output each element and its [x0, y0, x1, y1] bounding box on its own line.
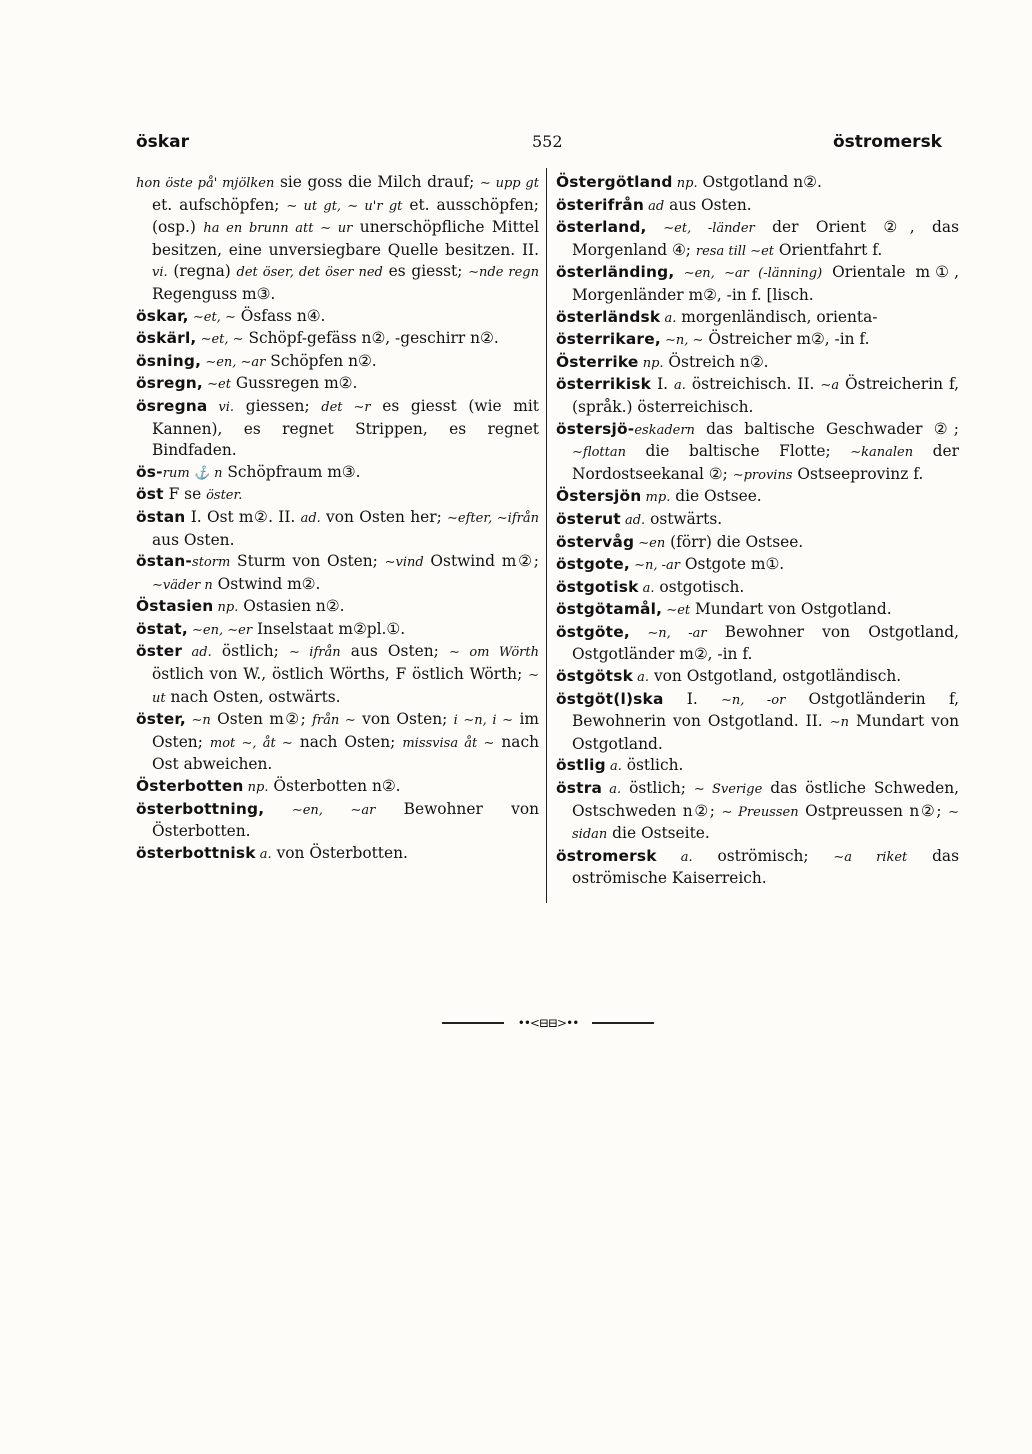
entry-text: Östreicher m②, -in f. [703, 330, 870, 349]
entry-grammar: ad [644, 198, 665, 214]
entry-text: aus Osten. [152, 530, 235, 549]
ornament-center: ••<⊟⊟>•• [517, 1016, 579, 1030]
entry-headword: östervåg [556, 532, 635, 551]
entry-headword: ösregna [136, 396, 208, 415]
entry-text: I. Ost m②. II. [185, 507, 301, 526]
entry-grammar: ∼et, -länder [646, 221, 755, 237]
entry-text: Osten m②; [210, 710, 313, 729]
entry-grammar: ∼n [185, 713, 211, 729]
entry-text: Ösfass n④. [235, 306, 326, 325]
running-head-right: östromersk [832, 132, 942, 152]
entry-text: unerschöpfliche Mittel besitzen, eine unversiegbare Quelle besitzen. II. [152, 218, 539, 259]
entry-headword: österbottning, [136, 799, 265, 818]
entry-text: nach Ost abweichen. [152, 732, 540, 774]
entry-text: die Ostsee. [670, 487, 762, 506]
entry-text: Ostgotländerin f, Bewohnerin von Ostgotland. II. [572, 689, 959, 731]
dictionary-entry [556, 329, 959, 352]
entry-text: im Osten; [152, 710, 539, 751]
entry-grammar: i ∼n, i ∼ [453, 713, 514, 729]
entry-text: Ostgotland n②. [697, 173, 822, 191]
entry-text: I. [663, 689, 722, 708]
entry-grammar: ∼ ut gt, ∼ u'r gt [286, 198, 403, 214]
entry-headword: österländing, [556, 263, 675, 282]
entry-text: Ostwind m②. [212, 574, 321, 593]
entry-grammar: ad. [300, 510, 321, 526]
entry-text: Schöpfraum m③. [222, 462, 361, 481]
dictionary-entry [136, 351, 539, 374]
right-column [556, 172, 959, 890]
entry-grammar: ∼en [634, 535, 666, 551]
entry-grammar: ha en brunn att ∼ ur [203, 221, 353, 237]
entry-grammar: ∼ ut [152, 668, 539, 706]
entry-text: giessen; [234, 396, 322, 415]
entry-headword: ösregn, [136, 374, 203, 393]
entry-grammar: ∼et [662, 603, 691, 619]
dictionary-entry [136, 462, 539, 485]
left-column [136, 172, 539, 865]
entry-text: östreichisch. II. [685, 375, 821, 394]
entry-headword: öskar, [136, 306, 189, 325]
entry-grammar: hon öste på' mjölken [136, 176, 275, 191]
entry-headword: östersjö- [556, 419, 635, 438]
dictionary-entry [556, 532, 959, 555]
entry-grammar: ad. [182, 645, 212, 661]
entry-grammar: np. [672, 176, 698, 191]
dictionary-entry [556, 666, 959, 689]
entry-grammar: rum ⚓ n [162, 465, 223, 481]
entry-headword: öster [136, 642, 183, 661]
dictionary-entry [556, 419, 959, 487]
dictionary-entry [556, 554, 959, 577]
entry-headword: östgöte, [556, 622, 630, 641]
dictionary-entry [556, 195, 959, 218]
entry-grammar: np. [243, 780, 269, 796]
dictionary-entry [136, 843, 539, 866]
entry-grammar: mot ∼, åt ∼ [209, 735, 293, 751]
dictionary-entry [136, 306, 539, 329]
entry-text: (regna) [167, 262, 237, 281]
entry-grammar: ∼n [829, 715, 849, 731]
entry-headword: öst [136, 485, 164, 504]
entry-text: Ostseeprovinz f. [792, 464, 924, 483]
entry-text: Bewohner von Ostgotland, Ostgotländer m②, -in f. [572, 622, 959, 664]
dictionary-entry [556, 262, 959, 306]
entry-grammar: missvisa åt ∼ [402, 735, 495, 751]
dictionary-entry [136, 507, 539, 551]
entry-text: der Nordostseekanal ②; [572, 442, 959, 483]
dictionary-entry [136, 641, 539, 709]
entry-grammar: a. [255, 846, 272, 862]
entry-text: die baltische Flotte; [625, 442, 851, 461]
dictionary-entry [136, 396, 539, 462]
entry-grammar: eskadern [634, 422, 695, 438]
entry-grammar: ∼n, -ar [629, 625, 707, 641]
entry-grammar: ∼ Sverige [693, 782, 763, 798]
entry-grammar: resa till ∼et [695, 243, 774, 259]
entry-headword: österland, [556, 218, 647, 237]
entry-headword: östgötsk [556, 667, 634, 686]
entry-text: Inselstaat m②pl.①. [252, 619, 406, 638]
entry-headword: österrikare, [556, 330, 661, 349]
entry-grammar: ∼väder n [152, 577, 213, 593]
entry-text: Bewohner von Österbotten. [152, 799, 539, 841]
entry-grammar: a. [605, 759, 622, 775]
entry-headword: östan [136, 507, 186, 526]
entry-text: (förr) die Ostsee. [665, 532, 804, 551]
entry-grammar: ∼ ifrån [289, 645, 341, 661]
entry-text: Sturm von Osten; [230, 552, 385, 571]
entry-grammar: vi. [207, 399, 235, 415]
dictionary-entry [136, 799, 539, 843]
dictionary-entry [136, 328, 539, 351]
entry-grammar: ∼n, -or [721, 692, 786, 708]
entry-grammar: ∼en, ∼ar [264, 802, 376, 818]
entry-grammar: ∼provins [732, 467, 793, 483]
dictionary-entry [136, 373, 539, 396]
entry-grammar: np. [213, 600, 239, 616]
entry-grammar: ∼vind [384, 555, 424, 571]
entry-headword: Östergötland [556, 173, 673, 191]
entry-headword: östgotisk [556, 577, 639, 596]
entry-text: nach Osten, ostwärts. [165, 687, 341, 706]
dictionary-entry [136, 551, 539, 596]
entry-grammar: a. [638, 580, 655, 596]
entry-text: es giesst; [382, 262, 469, 281]
entry-grammar: a. [674, 378, 686, 394]
entry-grammar: mp. [641, 490, 671, 506]
entry-text: das baltische Geschwader ②; [694, 419, 959, 438]
entry-grammar: ∼en, ∼ar [201, 354, 266, 370]
entry-text: von Österbotten. [271, 843, 408, 862]
entry-headword: öster, [136, 710, 186, 729]
entry-grammar: vi. [152, 265, 168, 281]
entry-text: et. aufschöpfen; [152, 195, 287, 214]
dictionary-entry [136, 776, 539, 799]
entry-text: Regenguss m③. [152, 284, 276, 303]
dictionary-entry [556, 374, 959, 418]
dictionary-entry [136, 596, 539, 619]
entry-headword: östgöt(l)ska [556, 689, 664, 708]
dictionary-entry [556, 577, 959, 600]
entry-headword: östra [556, 779, 603, 798]
entry-headword: österländsk [556, 307, 661, 326]
dictionary-entry [556, 486, 959, 509]
entry-text: ostwärts. [645, 509, 723, 528]
entry-text: F se [163, 485, 207, 504]
entry-headword: östat, [136, 619, 188, 638]
entry-headword: Österrike [556, 352, 639, 371]
entry-text: Schöpf-gefäss n②, -geschirr n②. [243, 329, 499, 348]
entry-grammar: det ∼r [321, 399, 371, 415]
entry-text: Östreich n②. [663, 352, 769, 371]
entry-grammar: a. [633, 670, 650, 686]
entry-grammar: ∼kanalen [850, 445, 914, 461]
dictionary-entry [556, 599, 959, 622]
entry-text: von Osten her; [320, 507, 448, 526]
entry-grammar: från ∼ [312, 713, 356, 729]
entry-text: nach Osten; [292, 732, 403, 751]
dictionary-entry [556, 689, 959, 756]
entry-text: Ostpreussen n②; [798, 801, 949, 820]
entry-text: Österbotten n②. [268, 777, 401, 796]
entry-grammar: ∼et [202, 377, 231, 393]
entry-grammar: a. [656, 849, 693, 865]
entry-grammar: ∼en, ∼er [187, 622, 253, 638]
entry-headword: östromersk [556, 846, 657, 865]
entry-text: Gussregen m②. [230, 374, 358, 393]
entry-grammar: ∼n, ∼ [660, 333, 704, 349]
entry-headword: öskärl, [136, 329, 197, 348]
entry-headword: östan- [136, 552, 193, 571]
entry-text: Östreicherin f, (språk.) österreichisch. [572, 375, 959, 416]
entry-headword: österbottnisk [136, 843, 256, 862]
entry-text: I. [651, 375, 675, 394]
entry-text: es giesst (wie mit Kannen), es regnet Strippen, es regnet Bindfaden. [152, 396, 539, 460]
entry-text: Mundart von Ostgotland. [690, 600, 892, 619]
entry-grammar: np. [638, 355, 664, 371]
entry-text: der Orient ②, das Morgenland ④; [572, 218, 959, 259]
entry-text: ostgotisch. [654, 577, 745, 596]
entry-text: sie goss die Milch drauf; [274, 173, 480, 191]
entry-text: et. ausschöpfen; (osp.) [152, 195, 539, 237]
entry-grammar: ∼n, -ar [629, 558, 680, 574]
dictionary-entry [556, 778, 959, 846]
entry-grammar: a. [660, 310, 677, 326]
dictionary-entry [556, 352, 959, 375]
entry-grammar: ∼a [820, 378, 840, 394]
end-ornament [442, 1016, 654, 1030]
entry-text: morgenländisch, orienta- [676, 307, 878, 326]
entry-text: Orientfahrt f. [774, 240, 883, 259]
entry-headword: österut [556, 509, 621, 528]
entry-text: östlich; [621, 779, 694, 798]
entry-grammar: ∼en, ∼ar (-länning) [674, 266, 823, 282]
entry-text: östlich von W., östlich Wörths, F östlich Wörth; [152, 665, 529, 684]
entry-headword: östgötamål, [556, 600, 663, 619]
entry-text: Mundart von Ostgotland. [572, 712, 960, 753]
entry-grammar: ∼ Preussen [721, 804, 799, 820]
entry-text: von Ostgotland, ostgotländisch. [649, 667, 902, 686]
page-number: 552 [532, 132, 563, 151]
entry-grammar: ad. [620, 512, 646, 528]
entry-text: die Ostseite. [607, 824, 710, 843]
entry-grammar: öster. [206, 488, 243, 504]
entry-text: das oströmische Kaiserreich. [572, 846, 960, 888]
dictionary-entry [556, 217, 959, 262]
entry-grammar: ∼a riket [833, 849, 908, 865]
entry-headword: österrikisk [556, 375, 652, 394]
entry-text: östlich. [621, 756, 684, 775]
dictionary-entry [556, 846, 959, 890]
entry-grammar: ∼et, ∼ [196, 332, 244, 348]
entry-grammar: ∼efter, ∼ifrån [447, 510, 539, 526]
entry-headword: Östasien [136, 597, 214, 616]
entry-text: von Osten; [355, 710, 454, 729]
entry-text: aus Osten; [340, 642, 450, 661]
entry-headword: östgote, [556, 555, 630, 574]
entry-grammar: det öser, det öser ned [236, 265, 383, 281]
entry-text: Schöpfen n②. [265, 351, 377, 370]
entry-grammar: ∼nde regn [468, 265, 540, 281]
entry-headword: ösning, [136, 351, 202, 370]
dictionary-entry [556, 172, 959, 195]
entry-text: Ostwind m②; [423, 552, 539, 571]
dictionary-entry [136, 619, 539, 642]
entry-headword: östlig [556, 756, 606, 775]
ornament-line-right [592, 1022, 654, 1024]
entry-text: Ostgote m①. [679, 555, 785, 574]
entry-grammar: a. [602, 782, 622, 798]
entry-text: östlich; [211, 642, 289, 661]
running-head-left: öskar [136, 132, 189, 152]
dictionary-entry [556, 307, 959, 330]
entry-grammar: ∼et, ∼ [188, 309, 236, 325]
entry-text: Ostasien n②. [238, 597, 345, 616]
entry-headword: ös- [136, 462, 163, 481]
entry-grammar: storm [192, 555, 231, 571]
entry-headword: Österbotten [136, 777, 244, 796]
dictionary-entry [556, 622, 959, 666]
dictionary-entry [136, 484, 539, 507]
dictionary-entry [556, 509, 959, 532]
column-divider [546, 168, 547, 903]
entry-grammar: ∼ sidan [572, 804, 959, 843]
entry-text: Orientale m①, Morgenländer m②, -in f. [lisch. [572, 263, 959, 304]
entry-grammar: ∼flottan [572, 445, 626, 461]
entry-grammar: ∼ om Wörth [449, 645, 539, 661]
dictionary-entry [556, 755, 959, 778]
dictionary-entry [136, 709, 539, 776]
entry-text: das östliche Schweden, Ostschweden n②; [572, 779, 960, 820]
entry-headword: österifrån [556, 195, 645, 214]
entry-text: aus Osten. [664, 195, 752, 214]
ornament-line-left [442, 1022, 504, 1024]
dictionary-entry [136, 172, 539, 306]
entry-text: oströmisch; [692, 846, 834, 865]
entry-grammar: ∼ upp gt [479, 176, 539, 191]
entry-headword: Östersjön [556, 487, 642, 506]
